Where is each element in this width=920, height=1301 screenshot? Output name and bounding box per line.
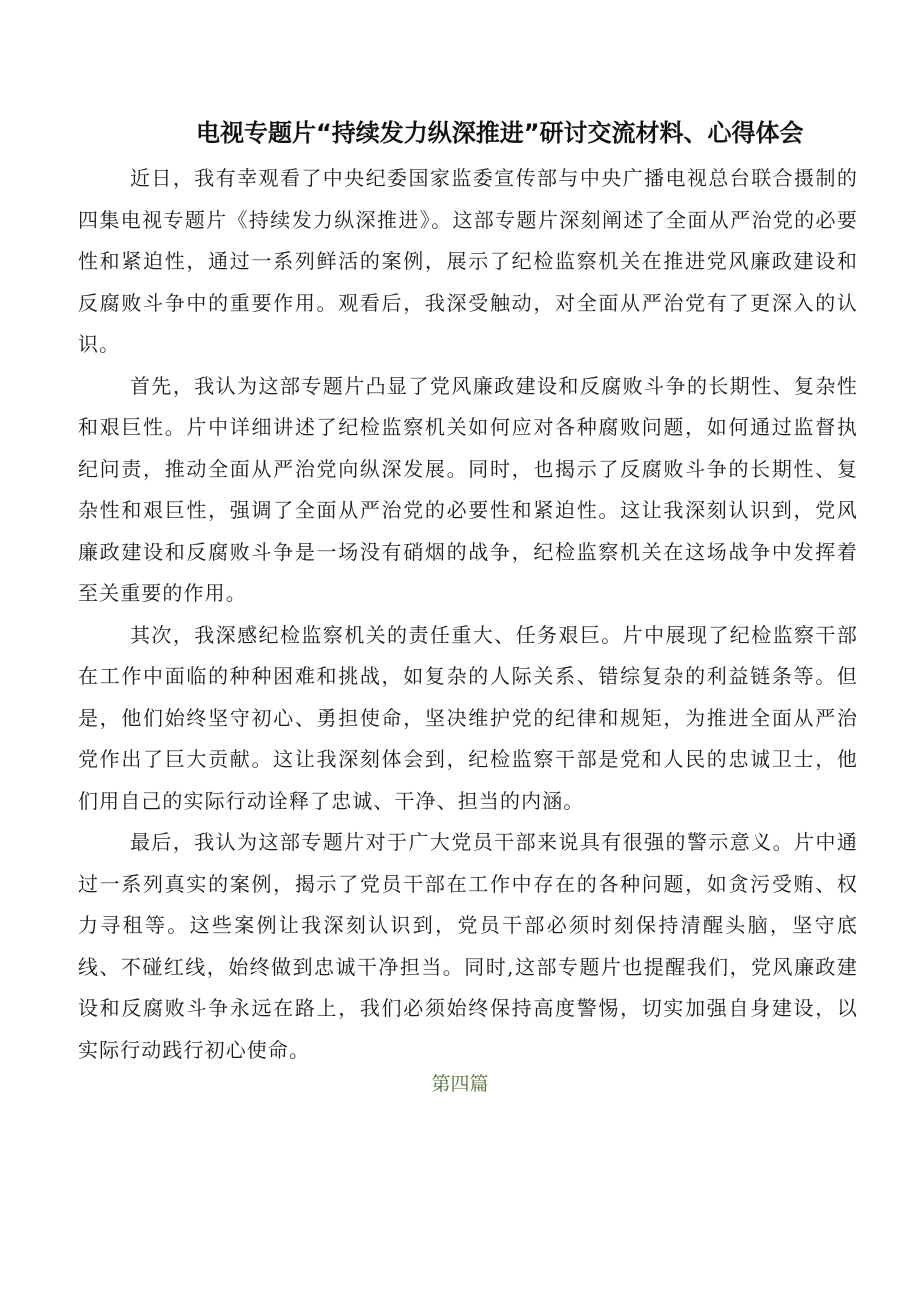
paragraph-intro: 近日，我有幸观看了中央纪委国家监委宣传部与中央广播电视总台联合摄制的四集电视专题片《持续发力纵深推进》。这部专题片深刻阐述了全面从严治党的必要性和紧迫性，通过一系列鲜活的案例，展示了纪检监察机关在推进党风廉政建设和反腐败斗争中的重要作用。观看后，我深受触动，对全面从严治党有了更深入的认识。 [78,166,858,356]
paragraph-first: 首先，我认为这部专题片凸显了党风廉政建设和反腐败斗争的长期性、复杂性和艰巨性。片中详细讲述了纪检监察机关如何应对各种腐败问题，如何通过监督执纪问责，推动全面从严治党向纵深发展。同时，也揭示了反腐败斗争的长期性、复杂性和艰巨性，强调了全面从严治党的必要性和紧迫性。这让我深刻认识到，党风廉政建设和反腐败斗争是一场没有硝烟的战争，纪检监察机关在这场战争中发挥着至关重要的作用。 [78,373,858,605]
paragraph-second: 其次，我深感纪检监察机关的责任重大、任务艰巨。片中展现了纪检监察干部在工作中面临的种种困难和挑战，如复杂的人际关系、错综复杂的利益链条等。但是，他们始终坚守初心、勇担使命，坚决维护党的纪律和规矩，为推进全面从严治党作出了巨大贡献。这让我深刻体会到，纪检监察干部是党和人民的忠诚卫士，他们用自己的实际行动诠释了忠诚、干净、担当的内涵。 [78,622,858,813]
document-body [78,158,858,1071]
paragraph-last: 最后，我认为这部专题片对于广大党员干部来说具有很强的警示意义。片中通过一系列真实的案例，揭示了党员干部在工作中存在的各种问题，如贪污受贿、权力寻租等。这些案例让我深刻认识到，党员干部必须时刻保持清醒头脑，坚守底线、不碰红线，始终做到忠诚干净担当。同时,这部专题片也提醒我们，党风廉政建设和反腐败斗争永远在路上，我们必须始终保持高度警惕，切实加强自身建设，以实际行动践行初心使命。 [78,830,858,1062]
section-label: 第四篇 [431,1073,489,1095]
document-title: 电视专题片“持续发力纵深推进”研讨交流材料、心得体会 [196,119,804,147]
